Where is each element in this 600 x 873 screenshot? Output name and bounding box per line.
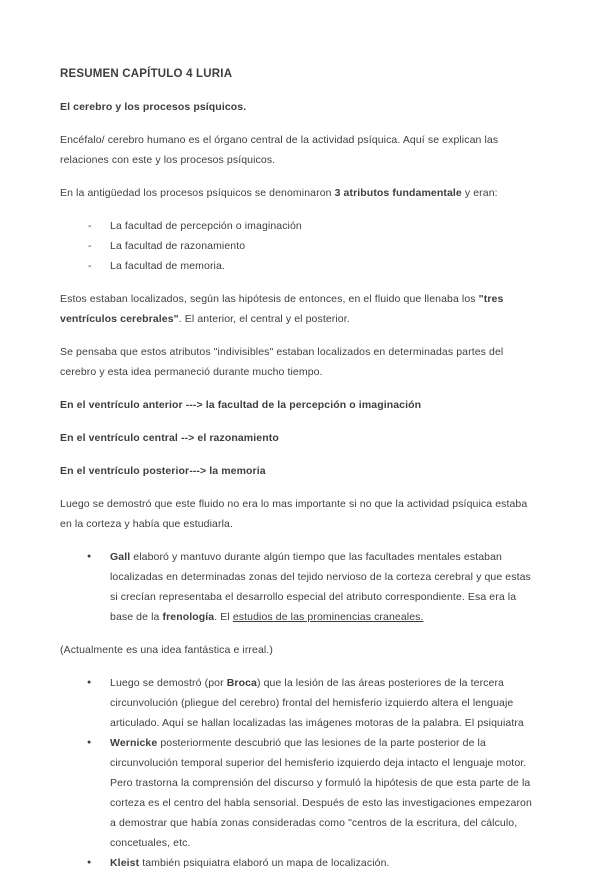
text-run: En el ventrículo central --> el razonamiento — [60, 432, 279, 444]
text-run: Luego se demostró que este fluido no era lo mas importante si no que la actividad psíquica estaba en la corteza y había que estudiarla. — [60, 498, 528, 530]
bullet-marker-icon: ● — [87, 859, 92, 866]
text-run: Wernicke — [110, 737, 158, 749]
paragraph — [60, 289, 540, 329]
text-run: En la antigüedad los procesos psíquicos se denominaron — [60, 187, 335, 199]
list-item — [60, 733, 540, 853]
text-run: Gall — [110, 551, 131, 563]
text-run: Estos estaban localizados, según las hipótesis de entonces, en el fluido que llenaba los — [60, 293, 479, 305]
list-item — [60, 547, 540, 627]
text-run: . El anterior, el central y el posterior. — [178, 313, 350, 325]
paragraph — [60, 494, 540, 534]
bullet-marker-icon: ● — [87, 553, 92, 560]
text-run: 3 atributos fundamentale — [334, 187, 462, 199]
dash-marker-icon: - — [88, 220, 92, 232]
text-run: estudios de las prominencias craneales. — [232, 611, 424, 623]
text-run: . El — [214, 611, 233, 623]
text-run: En el ventrículo anterior ---> la facultad de la percepción o imaginación — [60, 399, 422, 411]
text-run: Broca — [226, 677, 257, 689]
text-run: posteriormente descubrió que las lesiones de la parte posterior de la circunvolución temporal superior del hemisferio izquierdo deja intacto el lenguaje motor. Pero trastorna la comprensión del discurso y formuló la hipótesis de que esta parte de la corteza es el centro del habla sensorial. Después de esto las investigaciones empezaron a demostrar que había zonas consideradas como "centros de la escritura, del cálculo, concetuales, etc. — [110, 737, 532, 849]
text-run: frenología — [162, 611, 215, 623]
document-title — [60, 64, 540, 84]
paragraph — [60, 130, 540, 170]
bullet-marker-icon: ● — [87, 679, 92, 686]
bullet-list — [60, 547, 540, 627]
text-run: "tres ventrículos cerebrales" — [60, 293, 504, 325]
list-item — [60, 673, 540, 733]
paragraph — [60, 183, 540, 203]
dash-marker-icon: - — [88, 260, 92, 272]
bullet-list — [60, 673, 540, 873]
list-item — [60, 256, 540, 276]
list-item — [60, 216, 540, 236]
text-run: El cerebro y los procesos psíquicos. — [60, 101, 247, 113]
section-heading — [60, 97, 540, 117]
dash-list — [60, 216, 540, 276]
text-run: y eran: — [461, 187, 498, 199]
bullet-marker-icon: ● — [87, 739, 92, 746]
paragraph — [60, 342, 540, 382]
list-item — [60, 853, 540, 873]
text-run: La facultad de memoria. — [110, 260, 225, 272]
text-run: ) que la lesión de las áreas posteriores de la tercera circunvolución (pliegue del cerebro) frontal del hemisferio izquierdo altera el lenguaje articulado. Aquí se hallan localizadas las imágenes motoras de la palabra. El psiquiatra — [110, 677, 524, 729]
text-run: también psiquiatra elaboró un mapa de localización. — [139, 857, 390, 869]
text-run: elaboró y mantuvo durante algún tiempo que las facultades mentales estaban localizadas en determinadas zonas del tejido nervioso de la corteza cerebral y que estas si crecían representaba el desarrollo especial del atributo correspondiente. Esa era la base de la — [110, 551, 531, 623]
paragraph — [60, 395, 540, 415]
text-run: La facultad de percepción o imaginación — [110, 220, 302, 232]
text-run: Encéfalo/ cerebro humano es el órgano central de la actividad psíquica. Aquí se explican las relaciones con este y los procesos psíquicos. — [60, 134, 499, 166]
list-item — [60, 236, 540, 256]
text-run: Luego se demostró (por — [110, 677, 227, 689]
dash-marker-icon: - — [88, 240, 92, 252]
document-content — [60, 64, 540, 873]
text-run: Kleist — [110, 857, 140, 869]
paragraph — [60, 428, 540, 448]
text-run: En el ventrículo posterior---> la memoria — [60, 465, 266, 477]
paragraph — [60, 461, 540, 481]
text-run: (Actualmente es una idea fantástica e irreal.) — [60, 644, 273, 656]
paragraph — [60, 640, 540, 660]
text-run: Se pensaba que estos atributos "indivisibles" estaban localizados en determinadas partes del cerebro y esta idea permaneció durante mucho tiempo. — [60, 346, 504, 378]
text-run: La facultad de razonamiento — [110, 240, 246, 252]
text-run: RESUMEN CAPÍTULO 4 LURIA — [60, 68, 233, 80]
